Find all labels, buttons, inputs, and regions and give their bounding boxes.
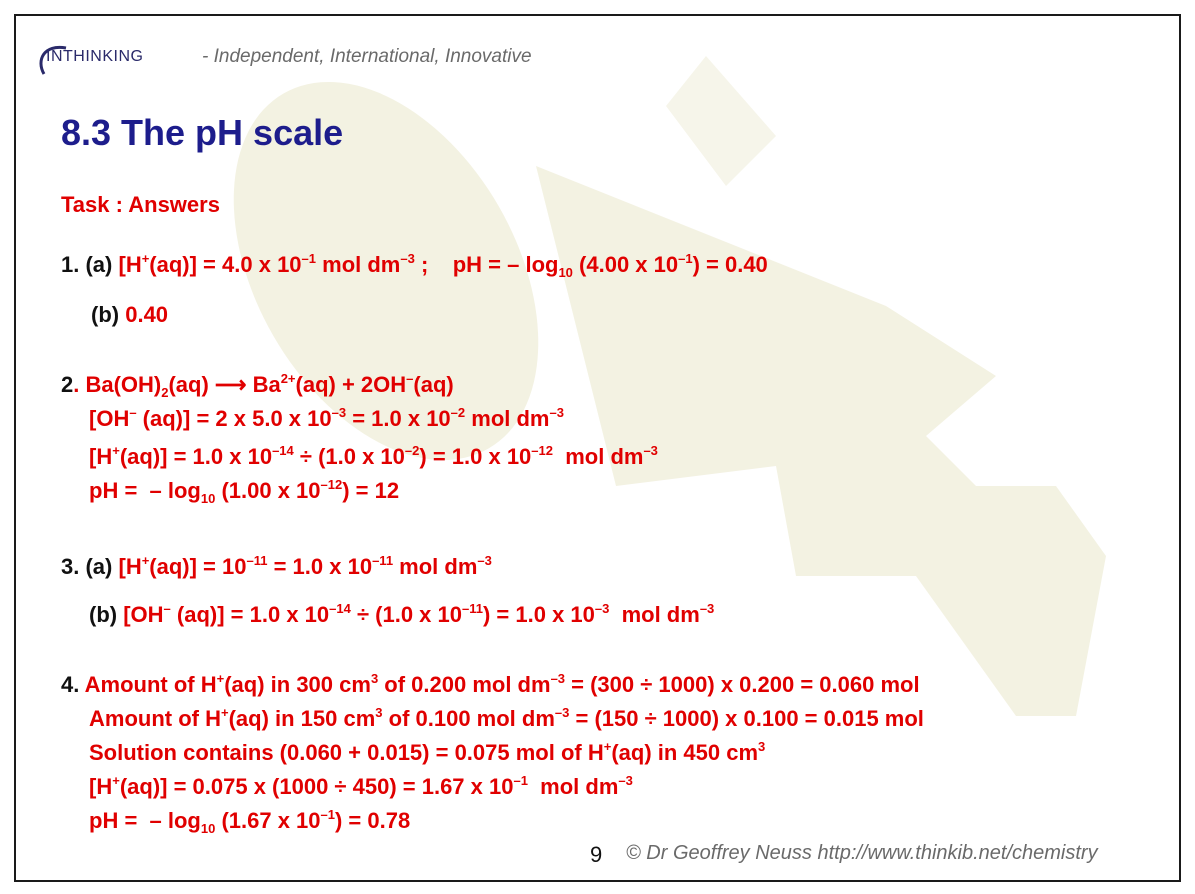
q2-line-2: [OH– (aq)] = 2 x 5.0 x $10^{-3} = 1.0$ x $10^{-2}$ mol $dm^{-3}$ (89, 405, 564, 431)
page-number: 9 (590, 842, 603, 867)
q1b-label: (b) (91, 302, 120, 327)
q4-line-3: Solution contains (0.060 + 0.015) = 0.075 mol of H+(aq) in 450 $cm^3$ (89, 739, 766, 765)
q2-line-1: 2. $Ba(OH)_2(aq)$ ⟶ $Ba^{2+}(aq) + 2OH^-(aq)$ (61, 371, 454, 400)
q4-line-2: Amount of H+(aq) in 150 $cm^3$ of 0.100 mol $dm^{-3} = (150 \div 1000)$ x 0.100 = 0.015 mol (89, 705, 924, 731)
q3a-line: 3. (a) $[H^+(aq)] = 10^{-11} = 1.0$ x $10^{-11}$ mol $dm^{-3}$ (61, 553, 492, 579)
q1b-answer: 0.40 (125, 302, 169, 327)
watermark-arrow (536, 166, 1106, 716)
q1a-line: 1. (a) [H+(aq)] = 4.0 x $10^{-1}$ mol $dm^{-3}$ ; pH = – $\log_{10} (4.00$ x $10^{-1}) = 0.40$ (61, 251, 768, 280)
q4-line-5: pH = – $\log_{10} (1.67$ x $10^{-1}) = 0.78$ (89, 807, 411, 836)
q1-number: 1. (61, 252, 80, 277)
q3b-line: (b) [OH– (aq)] = 1.0 x $10^{-14} \div (1.0$ x $10^{-11}) = 1.0$ x $10^{-3}$ mol $dm^{-3}$ (89, 601, 715, 627)
q4-number: 4. (61, 672, 80, 697)
q2-line-3: [H+(aq)] = 1.0 x $10^{-14} \div (1.0$ x $10^{-2}) = 1.0$ x $10^{-12}$ mol $dm^{-3}$ (89, 443, 658, 469)
q4-line-4: [H+(aq)] = 0.075 x (1000 ÷ 450) = 1.67 x $10^{-1}$ mol $dm^{-3}$ (89, 773, 633, 799)
q2-number: 2 (61, 372, 74, 397)
task-heading: Task : Answers (61, 192, 220, 217)
copyright: © Dr Geoffrey Neuss http://www.thinkib.net/chemistry (626, 842, 1098, 864)
q1b-line (91, 302, 168, 328)
q3b-label: (b) (89, 602, 118, 627)
q4-line-1: 4. Amount of H+(aq) in 300 $cm^3$ of 0.200 mol $dm^{-3} = (300 \div 1000)$ x 0.200 = 0.060 mol (61, 671, 920, 697)
q3-number: 3. (61, 554, 80, 579)
slide (14, 14, 1181, 882)
page-title: 8.3 The pH scale (61, 112, 344, 153)
tagline: - Independent, International, Innovative (202, 46, 532, 67)
logo-text: INTHINKING (46, 48, 144, 65)
q2-line-4: pH = – $\log_{10} (1.00$ x $10^{-12}) = 12$ (89, 477, 400, 506)
watermark-swoosh (666, 56, 776, 186)
q3a-label: (a) (85, 554, 113, 579)
q1a-label: (a) (85, 252, 113, 277)
